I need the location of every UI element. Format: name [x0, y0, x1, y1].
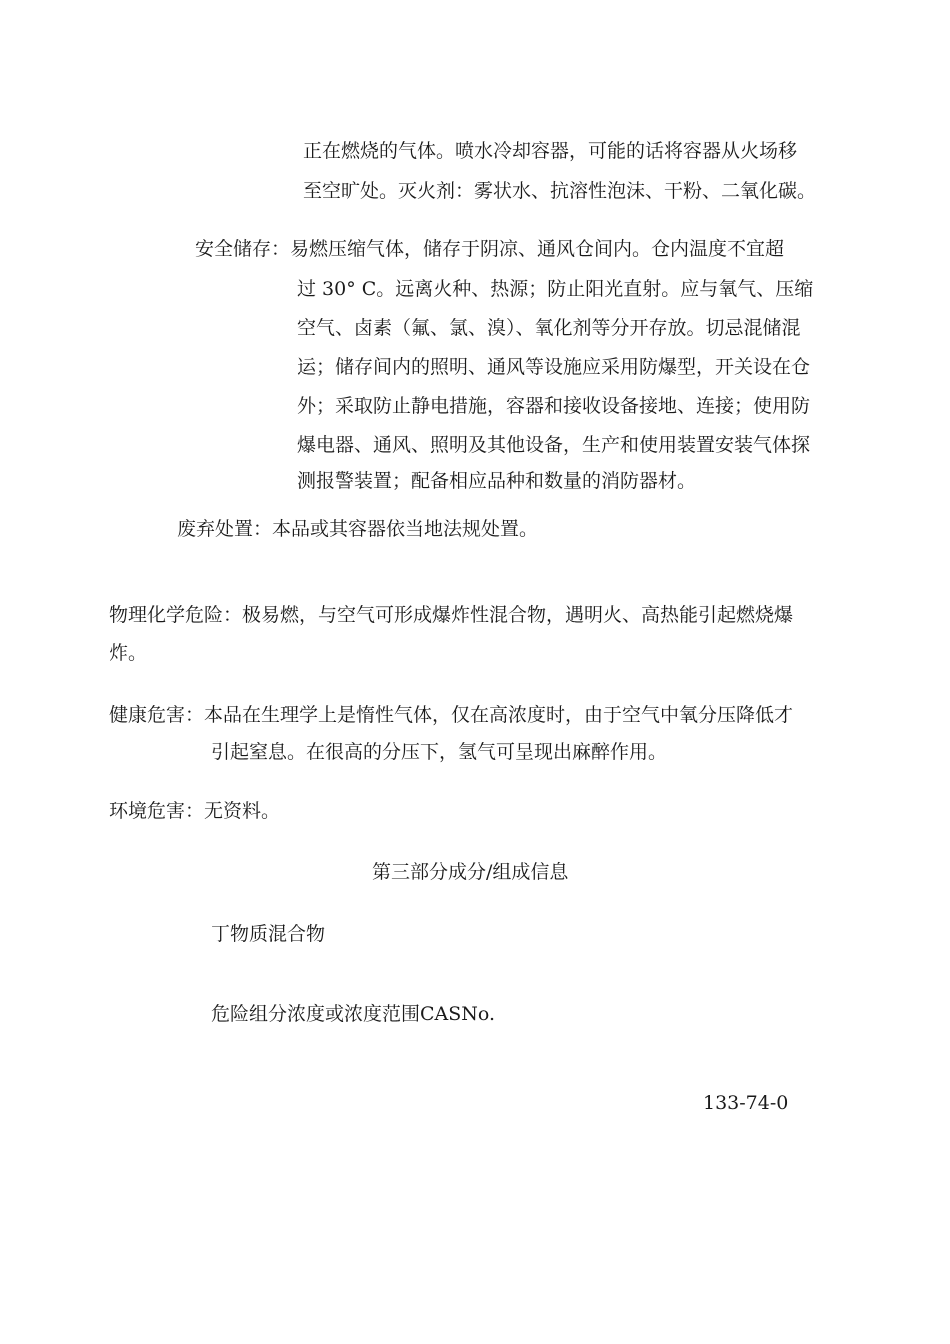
- section3-substance: 丁物质混合物: [211, 923, 326, 945]
- health-line-2: 引起窒息。在很高的分压下，氢气可呈现出麻醉作用。: [211, 741, 668, 763]
- storage-line-7: 测报警装置；配备相应品种和数量的消防器材。: [297, 470, 697, 492]
- storage-line-2: 过 30° C。远离火种、热源；防止阳光直射。应与氧气、压缩: [297, 278, 814, 300]
- storage-line-4: 运；储存间内的照明、通风等设施应采用防爆型，开关设在仓: [297, 356, 811, 378]
- environment-paragraph: [109, 799, 280, 823]
- storage-first-line: 易燃压缩气体，储存于阴凉、通风仓间内。仓内温度不宜超: [290, 238, 785, 260]
- section3-columns: 危险组分浓度或浓度范围CASNo.: [211, 1003, 496, 1025]
- storage-line-3: 空气、卤素（氟、氯、溴）、氧化剂等分开存放。切忌混储混: [297, 317, 801, 339]
- section3-title: 第三部分成分/组成信息: [372, 861, 569, 883]
- physchem-line-1: 物理化学危险：极易燃，与空气可形成爆炸性混合物，遇明火、高热能引起燃烧爆: [109, 604, 794, 626]
- physchem-line-2: 炸。: [109, 642, 148, 664]
- health-first-line: 本品在生理学上是惰性气体，仅在高浓度时，由于空气中氧分压降低才: [204, 704, 794, 726]
- environment-label: 环境危害：: [109, 800, 205, 822]
- section3-cas-number: 133-74-0: [703, 1092, 789, 1114]
- fire-line-2: 至空旷处。灭火剂：雾状水、抗溶性泡沫、干粉、二氧化碳。: [303, 180, 817, 202]
- health-paragraph-first: [109, 703, 793, 727]
- storage-paragraph-first: [195, 237, 784, 261]
- storage-line-6: 爆电器、通风、照明及其他设备，生产和使用装置安装气体探: [297, 434, 811, 456]
- storage-line-5: 外；采取防止静电措施，容器和接收设备接地、连接；使用防: [297, 395, 811, 417]
- disposal-label: 废弃处置：: [177, 518, 273, 540]
- fire-line-1: 正在燃烧的气体。喷水冷却容器，可能的话将容器从火场移: [303, 140, 798, 162]
- health-label: 健康危害：: [109, 704, 205, 726]
- disposal-text: 本品或其容器依当地法规处置。: [272, 518, 539, 540]
- disposal-paragraph: [177, 517, 538, 541]
- environment-text: 无资料。: [204, 800, 281, 822]
- storage-label: 安全储存：: [195, 238, 291, 260]
